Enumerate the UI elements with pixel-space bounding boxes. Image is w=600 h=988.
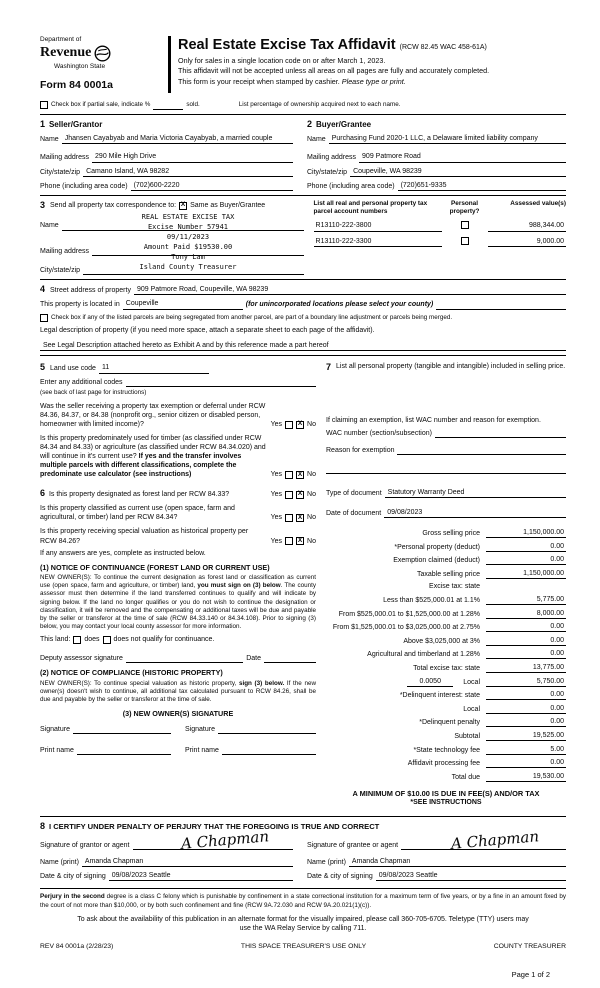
section3-number: 3 [40, 199, 46, 210]
stamp-excise-number: Excise Number 57941 [147, 222, 229, 231]
title-block [168, 36, 566, 93]
correspondence-mailing-label: Mailing address [40, 247, 90, 255]
form-title-text: Real Estate Excise Tax Affidavit [178, 37, 396, 53]
treasurer-stamp [88, 212, 288, 273]
compliance-t1: NEW OWNER(S): To continue special valuation as historic property, [40, 679, 239, 687]
seller-citystatezip-input[interactable]: Camano Island, WA 98282 [83, 167, 293, 177]
ownership-percent-note: List percentage of ownership acquired next to each name. [238, 101, 401, 109]
reason-exemption-input[interactable] [397, 446, 566, 455]
section-landuse [40, 362, 316, 480]
located-in-label: This property is located in [40, 301, 120, 309]
parcel-number-input[interactable]: R13110-222-3300 [314, 237, 442, 247]
additional-codes-note: (see back of last page for instructions) [40, 388, 147, 396]
tax-label: Gross selling price [422, 530, 480, 538]
forest-question-label: Is this property designated as forest land per RCW 84.33? [48, 490, 230, 498]
personal-property-blank-area[interactable] [326, 374, 566, 416]
timber-question-text [40, 434, 267, 479]
tax-row-exemption-deduct [326, 555, 566, 565]
doc-date-input[interactable]: 09/08/2023 [384, 508, 566, 518]
buyer-mailing-label: Mailing address [307, 154, 357, 162]
perjury-notice [40, 893, 566, 909]
stamp-treasurer-name: Tony Lam [171, 253, 205, 262]
grantor-signature-script: A Chapman [179, 826, 270, 853]
seller-citystatezip-label: City/state/zip [40, 168, 81, 176]
grantor-certify [40, 826, 303, 881]
dept-name: Revenue [40, 45, 92, 61]
yes-label: Yes [270, 421, 283, 429]
tax-value[interactable]: 5,750.00 [486, 677, 566, 687]
grantor-sig-label: Signature of grantor or agent [40, 842, 130, 850]
owner2-print-input[interactable] [222, 746, 316, 755]
form-header [40, 36, 566, 93]
yes-label: Yes [270, 537, 283, 545]
tax-row-excise-state [326, 582, 566, 591]
landuse-code-input[interactable]: 11 [99, 363, 209, 373]
does-label: does [84, 636, 100, 644]
perjury-bold: Perjury in the second [40, 893, 105, 901]
partial-sale-checkbox[interactable] [40, 101, 48, 109]
does-not-label: does not qualify for continuance. [113, 636, 215, 644]
continuance-t2: you must sign on (3) below [197, 582, 281, 590]
historic-question [40, 527, 316, 545]
tax-row-tier1 [326, 595, 566, 605]
owner1-print-input[interactable] [77, 746, 171, 755]
forest-question [40, 488, 316, 500]
tax-value[interactable]: 1,150,000.00 [486, 569, 566, 579]
legal-description-label: Legal description of property (if you need more space, attach a separate sheet to each page of the affidavit). [40, 326, 375, 334]
section2-title: Buyer/Grantee [315, 119, 372, 129]
stamp-amount-paid: Amount Paid $19530.00 [143, 243, 233, 252]
form-title-rcw: (RCW 82.45 WAC 458-61A) [399, 44, 487, 51]
historic-no-checkbox[interactable]: X [297, 536, 303, 544]
grantee-name-label: Name (print) [307, 859, 346, 867]
grantee-signature-line[interactable] [401, 826, 566, 853]
local-rate-input[interactable]: 0.0050 [407, 677, 453, 687]
street-address-input[interactable]: 909 Patmore Road, Coupeville, WA 98239 [134, 285, 566, 295]
tax-value[interactable]: 5,775.00 [486, 595, 566, 605]
exemption-yes-checkbox[interactable] [285, 421, 293, 429]
grantee-certify [303, 826, 566, 881]
tax-value[interactable]: 0.00 [486, 704, 566, 714]
parcel-accounts-header: List all real and personal property tax parcel account numbers [313, 199, 428, 216]
tax-label: Exemption claimed (deduct) [393, 557, 480, 565]
tax-label: *Delinquent penalty [419, 719, 480, 727]
buyer-name-input[interactable]: Purchasing Fund 2020-1 LLC, a Delaware limited liability company [329, 134, 566, 144]
owner1-signature-input[interactable] [73, 725, 171, 734]
certify-statement: I CERTIFY UNDER PENALTY OF PERJURY THAT THE FOREGOING IS TRUE AND CORRECT [48, 821, 380, 831]
no-label: No [307, 421, 316, 429]
dept-state: Washington State [54, 62, 106, 70]
located-in-input[interactable]: Coupeville [123, 299, 243, 309]
grantor-name-label: Name (print) [40, 859, 79, 867]
buyer-mailing-input[interactable]: 909 Patmore Road [359, 152, 566, 162]
doc-type-input[interactable]: Statutory Warranty Deed [385, 488, 566, 498]
tax-label: Local [463, 705, 480, 713]
exemption-question-text: Was the seller receiving a property tax exemption or deferral under RCW 84.36, 84.37, or 84.38 (nonprofit org., senior citizen or disabled person, homeowner with limited income)? [40, 402, 266, 429]
street-address-label: Street address of property [50, 287, 131, 295]
header-line2: This affidavit will not be accepted unless all areas on all pages are fully and accurately completed. [178, 66, 490, 76]
tax-value[interactable]: 0.00 [486, 690, 566, 700]
tax-label: *Delinquent interest: state [399, 692, 480, 700]
see-instructions-note: *SEE INSTRUCTIONS [410, 799, 482, 807]
timber-question-bold: If yes and the transfer involves multiple parcels with different classifications, complete the predominate use calculator (see instructions) [40, 453, 242, 479]
deputy-assessor-row [40, 654, 316, 663]
tax-value[interactable]: 0.00 [486, 555, 566, 565]
tax-label: *Personal property (deduct) [394, 543, 480, 551]
correspondence-left [40, 200, 314, 275]
unincorporated-note: (for unincorporated locations please select your county) [245, 301, 434, 309]
owner1-signature-label: Signature [40, 725, 70, 733]
buyer-name-label: Name [307, 136, 326, 144]
new-owner-print-names [40, 746, 316, 755]
grantor-signature-line[interactable] [133, 826, 293, 853]
forest-no-checkbox[interactable]: X [297, 490, 303, 498]
section4-number: 4 [40, 283, 46, 294]
seller-name-label: Name [40, 136, 59, 144]
compliance-title: (2) NOTICE OF COMPLIANCE (HISTORIC PROPERTY) [40, 668, 223, 678]
header-line1: Only for sales in a single location code on or after March 1, 2023. [178, 55, 386, 65]
section8-number: 8 [40, 820, 46, 831]
dor-seal-icon [94, 45, 111, 62]
tax-label: Total due [451, 773, 480, 781]
tax-label: Subtotal [454, 732, 480, 740]
tax-row-delinquent-interest-local [326, 704, 566, 714]
seller-mailing-input[interactable]: 290 Mile High Drive [92, 152, 293, 162]
located-in-line [436, 301, 566, 310]
tax-row-tech-fee [326, 745, 566, 755]
seller-phone-label: Phone (including area code) [40, 182, 128, 190]
parcel-row [314, 237, 566, 247]
currentuse-yes-checkbox[interactable] [285, 514, 293, 522]
segregated-label: Check box if any of the listed parcels are being segregated from another parcel, are part of a boundary line adjustment or parcels being merged. [51, 313, 453, 321]
partial-sale-row [40, 101, 566, 110]
grantee-name-input[interactable]: Amanda Chapman [349, 857, 566, 867]
additional-codes-label: Enter any additional codes [40, 378, 123, 386]
doc-date-label: Date of document [326, 509, 382, 517]
no-label: No [307, 491, 316, 499]
tax-row-subtotal [326, 731, 566, 741]
parcel-number-input[interactable]: R13110-222-3800 [314, 221, 442, 231]
treasurer-use-only: THIS SPACE TREASURER'S USE ONLY [240, 942, 367, 950]
owner1-print-label: Print name [40, 746, 74, 754]
this-land-label: This land: [40, 636, 71, 644]
parcel2-personal-checkbox[interactable] [461, 237, 469, 245]
tax-label: Affidavit processing fee [407, 760, 480, 768]
tax-label: Total excise tax: state [413, 664, 480, 672]
wac-number-label: WAC number (section/subsection) [326, 429, 432, 437]
new-owners-title: (3) NEW OWNER(S) SIGNATURE [122, 709, 234, 719]
section-personal-property [326, 362, 566, 474]
forest-yesno [271, 490, 316, 499]
tax-value[interactable]: 8,000.00 [486, 609, 566, 619]
tax-value[interactable]: 1,150,000.00 [486, 528, 566, 538]
tax-value[interactable]: 5.00 [486, 745, 566, 755]
tax-row-personal-deduct [326, 542, 566, 552]
owner2-signature-input[interactable] [218, 725, 316, 734]
tax-row-total-state [326, 663, 566, 673]
buyer-citystatezip-input[interactable]: Coupeville, WA 98239 [350, 167, 566, 177]
compliance-text [40, 680, 316, 705]
does-not-checkbox[interactable] [103, 636, 111, 644]
tax-row-gross [326, 528, 566, 538]
deputy-date-input[interactable] [264, 654, 316, 663]
perjury-rest: degree is a class C felony which is punishable by confinement in a state correctional institution for a maximum term of five years, or by a fine in an amount fixed by the court of not more than $10,000, or by both such confinement and fine (RCW 9A.72.030 and RCW 9A.20.021(1)(c)). [40, 893, 566, 909]
deputy-date-label: Date [246, 655, 261, 663]
tax-value[interactable]: 13,775.00 [486, 663, 566, 673]
tax-label: From $1,525,000.01 to $3,025,000.00 at 2.75% [332, 624, 480, 632]
stamp-title: REAL ESTATE EXCISE TAX [141, 212, 235, 221]
form-title [178, 36, 566, 55]
forest-yes-checkbox[interactable] [285, 491, 293, 499]
tax-row-agricultural [326, 649, 566, 659]
tax-row-tier4 [326, 636, 566, 646]
compliance-t3: If the new owner(s) doesn't wish to continue, all additional tax calculated pursuant to RCW 84.26, shall be due and payable by the seller or transferor at the time of sale. [40, 679, 317, 704]
tax-row-delinquent-interest-state [326, 690, 566, 700]
form-number: Form 84 0001a [40, 79, 113, 92]
historic-question-text: Is this property receiving special valuation as historical property per RCW 84.26? [40, 528, 249, 545]
currentuse-question-text: Is this property classified as current use (open space, farm and agricultural, or timber) land per RCW 84.34? [40, 505, 235, 522]
tax-label: Taxable selling price [416, 570, 480, 578]
does-checkbox[interactable] [73, 636, 81, 644]
personal-property-label: List all personal property (tangible and intangible) included in selling price. [336, 362, 566, 370]
section-designation [40, 488, 316, 755]
this-land-row [40, 635, 316, 644]
correspondence-name-label: Name [40, 222, 59, 230]
section-property [40, 284, 566, 351]
yes-label: Yes [270, 514, 283, 522]
section5-number: 5 [40, 361, 46, 372]
minimum-due-note: A MINIMUM OF $10.00 IS DUE IN FEE(S) AND/OR TAX [352, 788, 540, 798]
dept-prefix: Department of [40, 36, 82, 43]
continuance-text [40, 574, 316, 631]
tax-value[interactable]: 0.00 [486, 636, 566, 646]
grantee-signature-script: A Chapman [449, 826, 540, 853]
parcel2-assessed-value[interactable]: 9,000.00 [488, 237, 566, 247]
yes-label: Yes [270, 471, 283, 479]
tax-label: Local [463, 678, 480, 686]
deputy-assessor-signature-input[interactable] [126, 654, 243, 663]
dor-logo-block [40, 36, 168, 93]
no-label: No [307, 514, 316, 522]
stamp-date: 09/11/2023 [166, 233, 210, 242]
county-treasurer: COUNTY TREASURER [493, 942, 566, 950]
tax-computation [326, 528, 566, 782]
deputy-assessor-label: Deputy assessor signature [40, 655, 123, 663]
tax-row-tier3 [326, 622, 566, 632]
parcel-row [314, 221, 566, 231]
owner2-signature-label: Signature [185, 725, 215, 733]
grantee-sig-label: Signature of grantee or agent [307, 842, 399, 850]
document-info [326, 488, 566, 518]
buyer-phone-input[interactable]: (720)651-9335 [398, 181, 566, 191]
page-number: Page 1 of 2 [511, 970, 550, 980]
stamp-treasurer-title: Island County Treasurer [139, 263, 237, 272]
section1-number: 1 [40, 118, 46, 129]
section-correspondence [40, 200, 566, 275]
footer-row [40, 943, 566, 952]
grantee-date-input[interactable]: 09/08/2023 Seattle [376, 871, 566, 881]
tax-row-total-due [326, 772, 566, 782]
no-label: No [307, 537, 316, 545]
segregated-checkbox[interactable] [40, 314, 48, 322]
tax-row-delinquent-penalty [326, 717, 566, 727]
tax-value[interactable]: 0.00 [486, 622, 566, 632]
tax-label: Excise tax: state [429, 583, 480, 591]
header-line3-em: Please type or print. [341, 76, 406, 86]
grantor-date-label: Date & city of signing [40, 873, 106, 881]
tax-label: Above $3,025,000 at 3% [403, 637, 480, 645]
buyer-citystatezip-label: City/state/zip [307, 168, 348, 176]
alt-format-notice: To ask about the availability of this publication in an alternate format for the visually impaired, please call 360-705-6705. Teletype (TTY) users may use the WA Relay Service by calling 711. [77, 915, 529, 932]
section7-number: 7 [326, 361, 332, 372]
tax-value[interactable]: 0.00 [486, 649, 566, 659]
tax-label: Agricultural and timberland at 1.28% [367, 651, 480, 659]
seller-mailing-label: Mailing address [40, 154, 90, 162]
continuance-t3: . The county assessor must then determine if the land transferred continues to qualify and will indicate by signing below. If the land no longer qualifies or you do not wish to continue the designation or classification, it will be removed and the compensating or additional taxes will be due and payable by the seller or transferor at the time of sale (RCW 84.33.140 or 84.34.108). Prior to signing (3) below, you may contact your local county assessor for more information. [40, 582, 316, 631]
timber-question [40, 434, 316, 479]
continuance-t1: NEW OWNER(S): To continue the current designation as forest land or classification as current use (open space, farm and agriculture, or timber) land, [40, 574, 316, 590]
tax-value[interactable]: 0.00 [486, 542, 566, 552]
grantor-name-input[interactable]: Amanda Chapman [82, 857, 293, 867]
same-as-buyer-checkbox[interactable]: X [180, 201, 186, 209]
same-as-buyer-label: Same as Buyer/Grantee [190, 202, 266, 210]
seller-phone-input[interactable]: (702)600-2220 [131, 181, 293, 191]
header-line3-text: This form is your receipt when stamped by cashier. [178, 76, 340, 86]
yes-label: Yes [270, 491, 283, 499]
buyer-phone-label: Phone (including area code) [307, 182, 395, 190]
section2-number: 2 [307, 118, 313, 129]
tax-value[interactable]: 19,530.00 [486, 772, 566, 782]
reason-exemption-label: Reason for exemption [326, 446, 395, 454]
tax-value[interactable]: 0.00 [486, 758, 566, 768]
partial-sale-percent-input[interactable] [153, 101, 183, 110]
tax-value[interactable]: 0.00 [486, 717, 566, 727]
assessed-value-header: Assessed value(s) [510, 199, 566, 207]
correspondence-citystatezip-label: City/state/zip [40, 266, 81, 274]
exemption-question [40, 402, 316, 429]
correspondence-label: Send all property tax correspondence to: [50, 202, 177, 210]
timber-question-plain: Is this property predominately used for timber (as classified under RCW 84.34 and 84.33) or agriculture (as classified under RCW 84.34.020) and will continue in it's current use? [40, 435, 266, 461]
tax-label: *State technology fee [413, 746, 480, 754]
tax-label: From $525,000.01 to $1,525,000.00 at 1.28% [338, 610, 480, 618]
tax-value[interactable]: 19,525.00 [486, 731, 566, 741]
historic-yesno [271, 537, 316, 546]
partial-sale-label: Check box if partial sale, indicate % [51, 101, 151, 109]
currentuse-no-checkbox[interactable]: X [297, 513, 303, 521]
timber-yes-checkbox[interactable] [285, 471, 293, 479]
section-certify [40, 821, 566, 882]
tax-row-tier2 [326, 609, 566, 619]
reason-exemption-line2[interactable] [326, 465, 566, 474]
wac-exemption-label: If claiming an exemption, list WAC number and reason for exemption. [326, 416, 541, 424]
section-buyer [303, 119, 566, 191]
header-line3 [178, 77, 566, 86]
if-yes-note: If any answers are yes, complete as instructed below. [40, 549, 206, 557]
partial-sale-sold-label: sold. [186, 101, 200, 109]
additional-codes-input[interactable] [126, 378, 317, 387]
compliance-t2: sign (3) below. [238, 679, 285, 687]
historic-yes-checkbox[interactable] [285, 537, 293, 545]
exemption-no-checkbox[interactable]: X [297, 420, 303, 428]
grantee-date-label: Date & city of signing [307, 873, 373, 881]
parcel1-assessed-value[interactable]: 988,344.00 [488, 221, 566, 231]
section6-number: 6 [40, 487, 46, 498]
section1-title: Seller/Grantor [48, 119, 103, 129]
parcel-table [314, 200, 566, 275]
seller-name-input[interactable]: Jhansen Cayabyab and Maria Victoria Cayabyab, a married couple [62, 134, 293, 144]
tax-row-local [326, 677, 566, 687]
tax-row-processing-fee [326, 758, 566, 768]
no-label: No [307, 471, 316, 479]
legal-description-input[interactable]: See Legal Description attached hereto as Exhibit A and by this reference made a part hereof [40, 341, 566, 351]
exemption-yesno [271, 420, 316, 429]
section-seller [40, 119, 303, 191]
timber-no-checkbox[interactable]: X [297, 470, 303, 478]
currentuse-question [40, 504, 316, 522]
wac-number-input[interactable] [435, 429, 566, 438]
forest-question-text [40, 488, 267, 500]
timber-yesno [271, 470, 316, 479]
parcel1-personal-checkbox[interactable] [461, 221, 469, 229]
landuse-code-label: Land use code [50, 365, 96, 373]
rev-number: REV 84 0001a (2/28/23) [40, 942, 114, 950]
currentuse-yesno [271, 513, 316, 522]
tax-row-taxable [326, 569, 566, 579]
owner2-print-label: Print name [185, 746, 219, 754]
personal-property-header: Personal property? [449, 199, 480, 216]
grantor-date-input[interactable]: 09/08/2023 Seattle [109, 871, 293, 881]
new-owner-signatures [40, 725, 316, 734]
doc-type-label: Type of document [326, 489, 382, 497]
tax-label: Less than $525,000.01 at 1.1% [383, 597, 480, 604]
continuance-title: (1) NOTICE OF CONTINUANCE (FOREST LAND OR CURRENT USE) [40, 562, 270, 572]
